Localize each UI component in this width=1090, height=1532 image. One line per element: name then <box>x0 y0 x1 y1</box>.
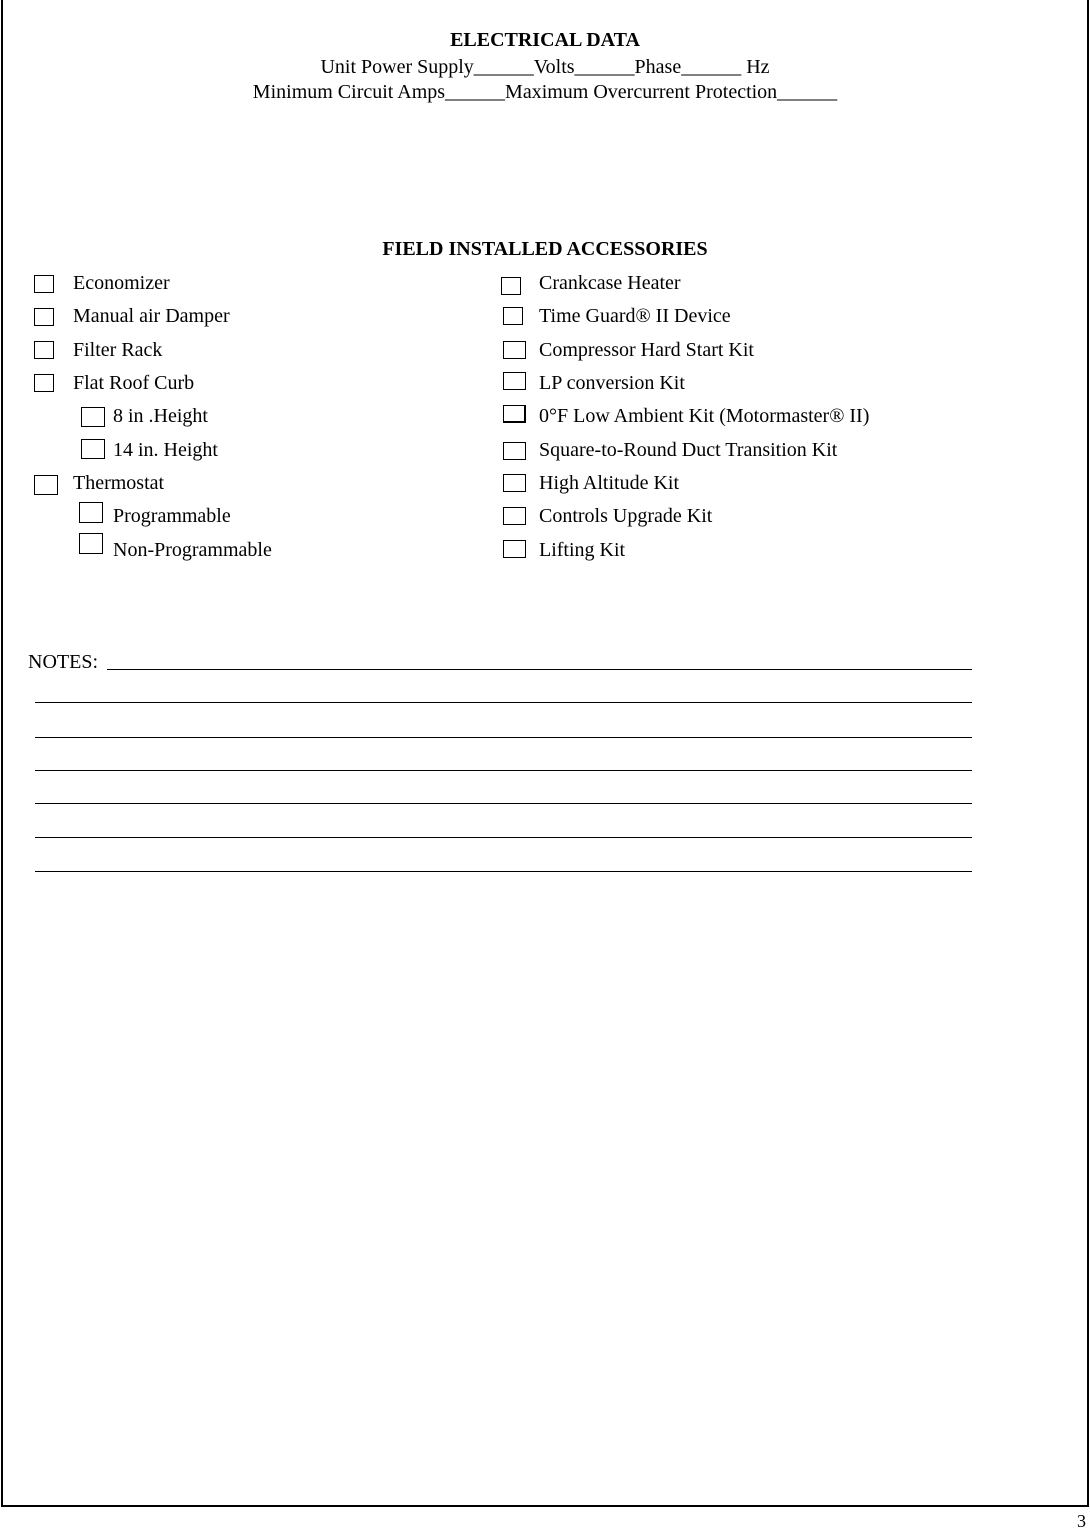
manual-air-damper-checkbox[interactable] <box>34 308 54 326</box>
notes-line[interactable] <box>35 871 972 872</box>
flat-roof-curb-label: Flat Roof Curb <box>73 372 195 394</box>
lp-conversion-kit-label: LP conversion Kit <box>539 372 685 394</box>
programmable-label: Programmable <box>113 505 231 527</box>
economizer-checkbox[interactable] <box>34 275 54 293</box>
low-ambient-kit-label: 0°F Low Ambient Kit (Motormaster® II) <box>539 405 870 427</box>
non-programmable-label: Non-Programmable <box>113 539 272 561</box>
crankcase-heater-label: Crankcase Heater <box>539 272 681 294</box>
flat-roof-curb-checkbox[interactable] <box>34 374 54 392</box>
notes-line[interactable] <box>35 770 972 771</box>
notes-label: NOTES: <box>28 651 98 673</box>
notes-line[interactable] <box>35 702 972 703</box>
power-supply-line: Unit Power Supply______Volts______Phase______ Hz <box>320 56 770 78</box>
electrical-data-title: ELECTRICAL DATA <box>450 29 640 51</box>
curb-14in-label: 14 in. Height <box>113 439 218 461</box>
hard-start-kit-checkbox[interactable] <box>503 341 526 359</box>
time-guard-checkbox[interactable] <box>503 307 523 325</box>
curb-8in-label: 8 in .Height <box>113 405 208 427</box>
notes-line[interactable] <box>35 803 972 804</box>
manual-air-damper-label: Manual air Damper <box>73 305 230 327</box>
lifting-kit-label: Lifting Kit <box>539 539 626 561</box>
accessories-title: FIELD INSTALLED ACCESSORIES <box>382 238 708 260</box>
curb-8in-checkbox[interactable] <box>81 407 105 427</box>
non-programmable-checkbox[interactable] <box>79 533 103 554</box>
circuit-amps-line: Minimum Circuit Amps______Maximum Overcurrent Protection______ <box>252 81 838 103</box>
low-ambient-kit-checkbox[interactable] <box>503 405 526 423</box>
thermostat-label: Thermostat <box>73 472 165 494</box>
notes-line[interactable] <box>35 837 972 838</box>
high-altitude-kit-label: High Altitude Kit <box>539 472 679 494</box>
page-number: 3 <box>1077 1511 1086 1531</box>
duct-transition-kit-label: Square-to-Round Duct Transition Kit <box>539 439 838 461</box>
crankcase-heater-checkbox[interactable] <box>501 277 521 295</box>
notes-line[interactable] <box>107 669 972 670</box>
page-border <box>1 0 1089 1507</box>
high-altitude-kit-checkbox[interactable] <box>503 474 526 492</box>
lp-conversion-kit-checkbox[interactable] <box>503 372 526 390</box>
thermostat-checkbox[interactable] <box>34 475 58 495</box>
programmable-checkbox[interactable] <box>79 502 103 523</box>
filter-rack-label: Filter Rack <box>73 339 163 361</box>
time-guard-label: Time Guard® II Device <box>539 305 731 327</box>
controls-upgrade-kit-label: Controls Upgrade Kit <box>539 505 713 527</box>
curb-14in-checkbox[interactable] <box>81 439 105 459</box>
duct-transition-kit-checkbox[interactable] <box>503 442 526 460</box>
notes-line[interactable] <box>35 737 972 738</box>
filter-rack-checkbox[interactable] <box>34 341 54 359</box>
lifting-kit-checkbox[interactable] <box>503 540 526 558</box>
economizer-label: Economizer <box>73 272 170 294</box>
controls-upgrade-kit-checkbox[interactable] <box>503 507 526 525</box>
hard-start-kit-label: Compressor Hard Start Kit <box>539 339 754 361</box>
